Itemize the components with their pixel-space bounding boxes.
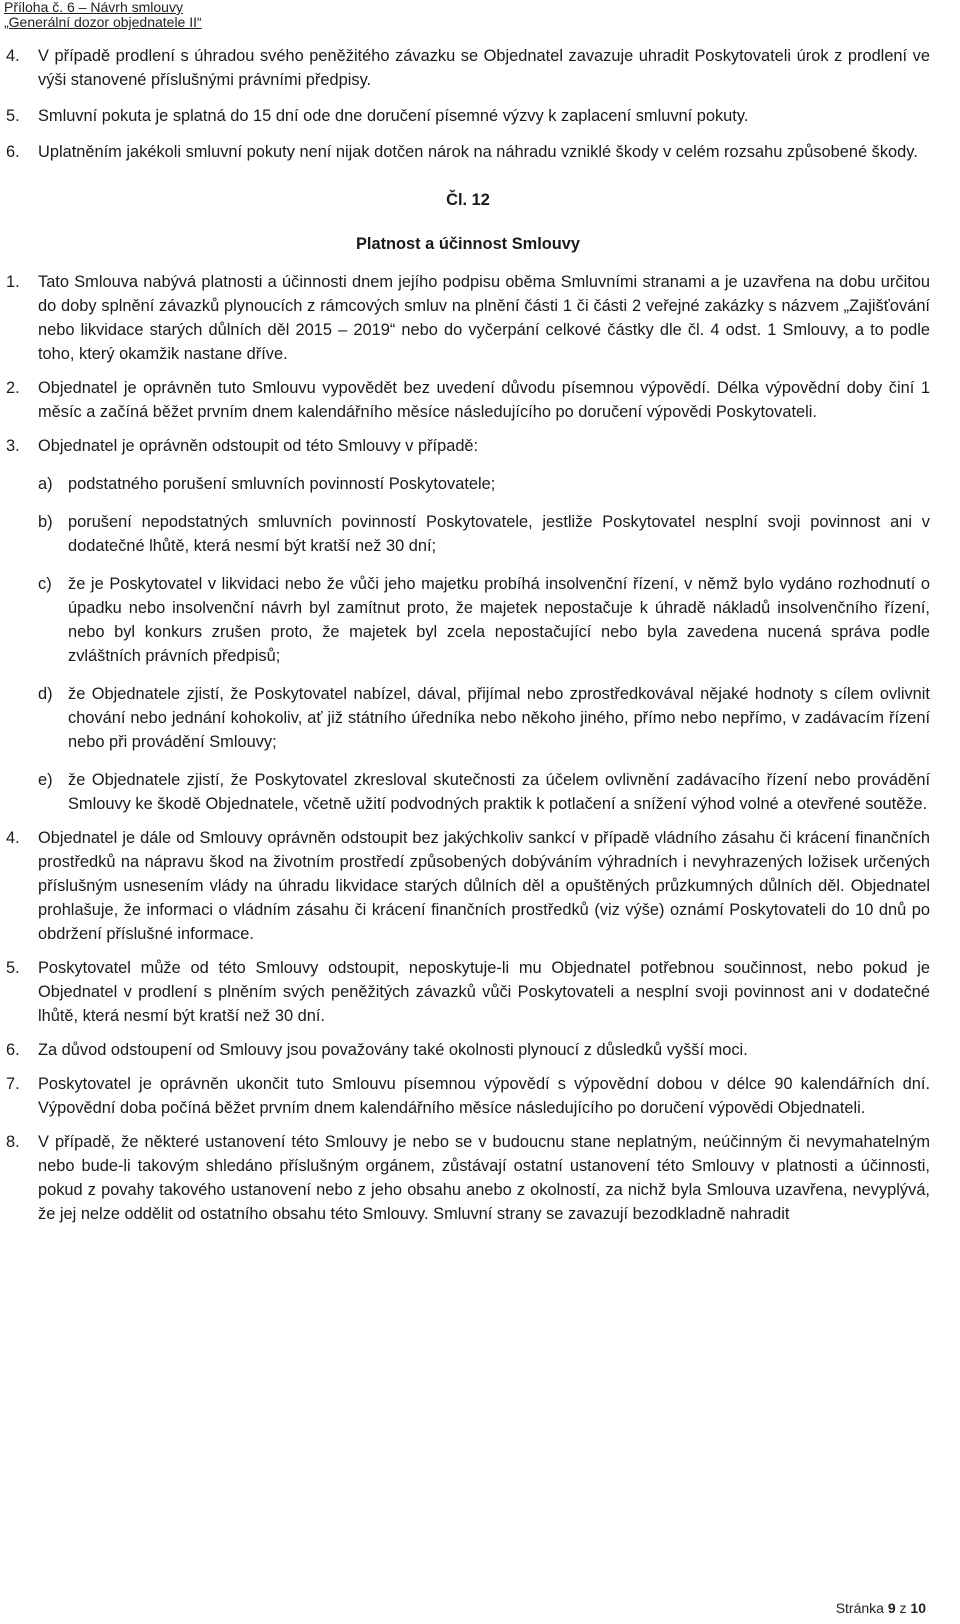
sub-clause-letter: e) [38, 771, 53, 789]
clause-item [6, 140, 930, 164]
document-body [6, 44, 930, 1226]
current-page: 9 [887, 1600, 896, 1616]
clause-item [6, 1072, 930, 1120]
clause-text: Tato Smlouva nabývá platnosti a účinnosti dnem jejího podpisu oběma Smluvními stranami a je uzavřena na dobu určitou do doby splnění závazků plynoucích z rámcových smluv na plnění části 1 či části 2 veřejné zakázky s názvem „Zajišťování nebo likvidace starých důlních děl 2015 – 2019“ nebo do vyčerpání celkové částky dle čl. 4 odst. 1 Smlouvy, a to podle toho, který okamžik nastane dříve. [38, 273, 930, 363]
clause-text: Objednatel je oprávněn tuto Smlouvu vypovědět bez uvedení důvodu písemnou výpovědí. Délka výpovědní doby činí 1 měsíc a začíná běžet prvním dnem kalendářního měsíce následujícího po doručení výpovědi Poskytovateli. [38, 379, 930, 421]
sub-clause-item [6, 682, 930, 754]
sub-clause-text: porušení nepodstatných smluvních povinností Poskytovatele, jestliže Poskytovatel nesplní svoji povinnost ani v dodatečné lhůtě, která nesmí být kratší než 30 dní; [68, 513, 930, 555]
sub-clause-letter: b) [38, 513, 53, 531]
clause-item [6, 1130, 930, 1226]
clause-text: V případě prodlení s úhradou svého peněžitého závazku se Objednatel zavazuje uhradit Poskytovateli úrok z prodlení ve výši stanovené příslušnými právními předpisy. [38, 47, 930, 89]
clause-number: 7. [6, 1075, 20, 1093]
clause-item [6, 104, 930, 128]
clause-item [6, 1038, 930, 1062]
sub-clause-letter: d) [38, 685, 53, 703]
clause-number: 5. [6, 959, 20, 977]
clause-number: 1. [6, 273, 20, 291]
clause-text: Smluvní pokuta je splatná do 15 dní ode dne doručení písemné výzvy k zaplacení smluvní pokuty. [38, 107, 749, 125]
clause-item [6, 434, 930, 458]
attachment-title: Příloha č. 6 – Návrh smlouvy [4, 0, 183, 15]
sub-clause-text: že Objednatele zjistí, že Poskytovatel zkresloval skutečnosti za účelem ovlivnění zadávacího řízení nebo provádění Smlouvy ke škodě Objednatele, včetně užití podvodných praktik k potlačení a snížení výhod volné a otevřené soutěže. [68, 771, 930, 813]
sub-clause-item [6, 768, 930, 816]
sub-clause-item [6, 572, 930, 668]
clause-item [6, 270, 930, 366]
clause-number: 8. [6, 1133, 20, 1151]
sub-clause-text: že Objednatele zjistí, že Poskytovatel nabízel, dával, přijímal nebo zprostředkovával nějaké hodnoty s cílem ovlivnit chování nebo jednání kohokoliv, ať již státního úředníka nebo někoho jiného, přímo nebo nepřímo, v zadávacím řízení nebo při provádění Smlouvy; [68, 685, 930, 751]
clause-number: 5. [6, 107, 20, 125]
clause-number: 6. [6, 143, 20, 161]
page-label: Stránka [835, 1600, 884, 1616]
clause-item [6, 44, 930, 92]
sub-clause-letter: c) [38, 575, 52, 593]
clause-text: Za důvod odstoupení od Smlouvy jsou považovány také okolnosti plynoucí z důsledků vyšší moci. [38, 1041, 748, 1059]
clause-text: Objednatel je dále od Smlouvy oprávněn odstoupit bez jakýchkoliv sankcí v případě vládního zásahu či krácení finančních prostředků na nápravu škod na životním prostředí způsobených dobýváním výhradních i nevyhrazených ložisek určených příslušným usnesením vlády na úhradu likvidace starých důlních děl a opuštěných průzkumných důlních děl. Objednatel prohlašuje, že informaci o vládním zásahu či krácení finančních prostředků (viz výše) oznámí Poskytovateli do 10 dnů po obdržení příslušné informace. [38, 829, 930, 943]
document-header [4, 0, 202, 30]
clause-text: Uplatněním jakékoli smluvní pokuty není nijak dotčen nárok na náhradu vzniklé škody v celém rozsahu způsobené škody. [38, 143, 918, 161]
clause-item [6, 956, 930, 1028]
sub-clause-text: podstatného porušení smluvních povinností Poskytovatele; [68, 475, 496, 493]
clause-number: 2. [6, 379, 20, 397]
clause-text: V případě, že některé ustanovení této Smlouvy je nebo se v budoucnu stane neplatným, neúčinným či nevymahatelným nebo bude-li takovým shledáno příslušným orgánem, zůstávají ostatní ustanovení této Smlouvy v platnosti a účinnosti, pokud z povahy takového ustanovení nebo z jeho obsahu anebo z okolností, za nichž byla Smlouva uzavřena, nevyplývá, že jej nelze oddělit od ostatního obsahu této Smlouvy. Smluvní strany se zavazují bezodkladně nahradit [38, 1133, 930, 1223]
page-number-footer [836, 1600, 926, 1616]
clause-number: 4. [6, 829, 20, 847]
clause-number: 6. [6, 1041, 20, 1059]
article-title: Platnost a účinnost Smlouvy [355, 235, 581, 253]
clause-text: Objednatel je oprávněn odstoupit od této Smlouvy v případě: [38, 437, 479, 455]
clause-item [6, 826, 930, 946]
article-number: Čl. 12 [446, 191, 490, 209]
sub-clause-item [6, 472, 930, 496]
contract-name: „Generální dozor objednatele II“ [4, 14, 202, 30]
sub-clause-item [6, 510, 930, 558]
page-separator: z [899, 1600, 907, 1616]
clause-text: Poskytovatel je oprávněn ukončit tuto Smlouvu písemnou výpovědí s výpovědní dobou v délce 90 kalendářních dní. Výpovědní doba počíná běžet prvním dnem kalendářního měsíce následujícího po doručení výpovědi Objednateli. [38, 1075, 930, 1117]
clause-text: Poskytovatel může od této Smlouvy odstoupit, neposkytuje-li mu Objednatel potřebnou součinnost, nebo pokud je Objednatel v prodlení s plněním svých peněžitých závazků vůči Poskytovateli a nesplní svoji povinnost ani v dodatečné lhůtě, která nesmí být kratší než 30 dní. [38, 959, 930, 1025]
total-pages: 10 [910, 1600, 926, 1616]
sub-clause-text: že je Poskytovatel v likvidaci nebo že vůči jeho majetku probíhá insolvenční řízení, v němž bylo vydáno rozhodnutí o úpadku nebo insolvenční návrh byl zamítnut proto, že majetek nepostačuje k úhradě nákladů insolvenčního řízení, nebo byl konkurs zrušen proto, že majetek byl zcela nepostačující nebo byla zavedena nucená správa podle zvláštních právních předpisů; [68, 575, 930, 665]
sub-clause-letter: a) [38, 475, 53, 493]
clause-item [6, 376, 930, 424]
clause-number: 4. [6, 47, 20, 65]
clause-number: 3. [6, 437, 20, 455]
